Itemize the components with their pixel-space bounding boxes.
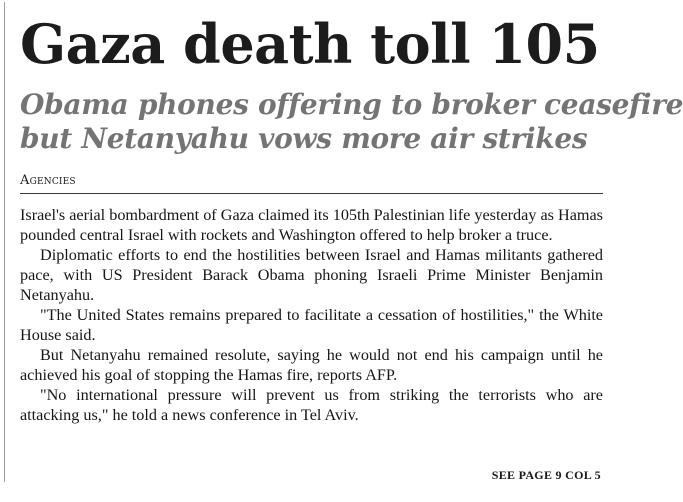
byline: Agencies	[20, 173, 76, 188]
subheadline-line-2: but Netanyahu vows more air strikes	[20, 122, 588, 155]
paragraph-2: Diplomatic efforts to end the hostilities between Israel and Hamas militants gathered pace, with US President Barack Obama phoning Israeli Prime Minister Benjamin Netanyahu.	[20, 246, 603, 304]
continuation-note: SEE PAGE 9 COL 5	[491, 468, 601, 482]
paragraph-1: Israel's aerial bombardment of Gaza claimed its 105th Palestinian life yesterday as Hamas pounded central Israel with rockets and Washington offered to help broker a truce.	[20, 206, 603, 244]
subheadline	[20, 88, 683, 156]
article-body	[20, 205, 603, 425]
column-rule	[4, 2, 5, 482]
byline-divider	[20, 193, 603, 194]
paragraph-4: But Netanyahu remained resolute, saying he would not end his campaign until he achieved his goal of stopping the Hamas fire, reports AFP.	[20, 346, 603, 384]
paragraph-5: "No international pressure will prevent us from striking the terrorists who are attacking us," he told a news conference in Tel Aviv.	[20, 386, 603, 424]
headline: Gaza death toll 105	[20, 12, 600, 76]
subheadline-line-1: Obama phones offering to broker ceasefire	[20, 88, 683, 121]
paragraph-3: "The United States remains prepared to facilitate a cessation of hostilities," the White House said.	[20, 306, 603, 344]
